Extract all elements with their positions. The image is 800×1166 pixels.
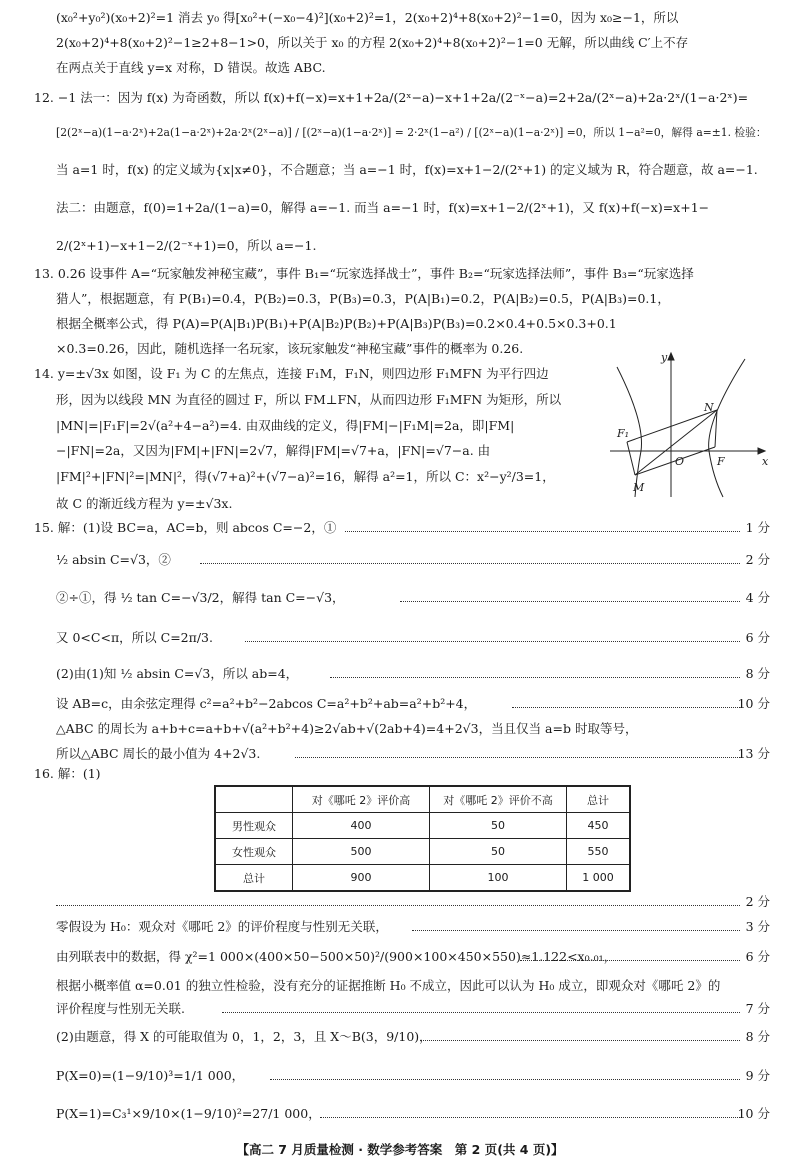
- answer-line: 13. 0.26 设事件 A=“玩家触发神秘宝藏”，事件 B₁=“玩家选择战士”，事件 B₂=“玩家选择法师”，事件 B₃=“玩家选择: [34, 266, 694, 281]
- point-n-label: N: [704, 401, 714, 414]
- dotted-leader: [320, 1117, 740, 1118]
- answer-line: |MN|=|F₁F|=2√(a²+4−a²)=4. 由双曲线的定义，得|FM|−|F₁M|=2a，即|FM|: [56, 418, 515, 433]
- answer-line: 14. y=±√3x 如图，设 F₁ 为 C 的左焦点，连接 F₁M，F₁N，则四边形 F₁MFN 为平行四边: [34, 366, 549, 381]
- x-axis-arrow: [758, 448, 765, 454]
- answer-line: (x₀²+y₀²)(x₀+2)²=1 消去 y₀ 得[x₀²+(−x₀−4)²](x₀+2)²=1，2(x₀+2)⁴+8(x₀+2)²−1=0，因为 x₀≥−1，所以: [56, 10, 679, 25]
- dotted-leader: [222, 1012, 740, 1013]
- table-header-row: [215, 786, 630, 813]
- table-cell: 100: [430, 865, 567, 892]
- score-label: 8 分: [745, 666, 770, 681]
- table-row: [215, 813, 630, 839]
- score-label: 10 分: [737, 696, 770, 711]
- x-axis-label: x: [762, 455, 769, 468]
- dotted-leader: [330, 677, 740, 678]
- answer-line: ½ absin C=√3，②: [56, 552, 171, 567]
- dotted-leader: [200, 563, 740, 564]
- dotted-leader: [512, 707, 740, 708]
- table-cell: 550: [567, 839, 631, 865]
- score-label: 6 分: [745, 630, 770, 645]
- answer-line: −|FN|=2a，又因为|FM|+|FN|=2√7，解得|FM|=√7+a，|FN|=√7−a. 由: [56, 443, 491, 458]
- dotted-leader: [420, 1040, 740, 1041]
- score-label: 10 分: [737, 1106, 770, 1121]
- answer-line: 当 a=1 时，f(x) 的定义域为{x|x≠0}，不合题意；当 a=−1 时，f(x)=x+1−2/(2ˣ+1) 的定义域为 R，符合题意，故 a=−1.: [56, 162, 758, 177]
- point-m-label: M: [633, 481, 645, 494]
- table-cell: 50: [430, 839, 567, 865]
- table-cell: 900: [293, 865, 430, 892]
- answer-line: ×0.3=0.26，因此，随机选择一名玩家，该玩家触发“神秘宝藏”事件的概率为 0.26.: [56, 341, 524, 356]
- segment-f1-m: [627, 442, 635, 475]
- focus-f1-label: F₁: [617, 427, 630, 440]
- table-row: [215, 839, 630, 865]
- table-cell: 500: [293, 839, 430, 865]
- answer-line: △ABC 的周长为 a+b+c=a+b+√(a²+b²+4)≥2√ab+√(2ab+4)=4+2√3，当且仅当 a=b 时取等号，: [56, 721, 638, 736]
- answer-line: 设 AB=c，由余弦定理得 c²=a²+b²−2abcos C=a²+b²+ab=a²+b²+4，: [56, 696, 477, 711]
- answer-line: P(X=0)=(1−9/10)³=1/1 000，: [56, 1068, 245, 1083]
- dotted-leader: [412, 930, 740, 931]
- y-axis-arrow: [668, 353, 674, 360]
- score-label: 13 分: [737, 746, 770, 761]
- answer-line: 15. 解：(1)设 BC=a，AC=b，则 abcos C=−2，①: [34, 520, 337, 535]
- table-header-cell: 对《哪吒 2》评价不高: [430, 786, 567, 813]
- answer-line: 2/(2ˣ+1)−x+1−2/(2⁻ˣ+1)=0，所以 a=−1.: [56, 238, 317, 253]
- answer-line: 评价程度与性别无关联.: [56, 1001, 185, 1016]
- score-label: 9 分: [745, 1068, 770, 1083]
- focus-f-label: F: [717, 455, 725, 468]
- table-header-cell: [215, 786, 293, 813]
- answer-line: 12. −1 法一：因为 f(x) 为奇函数，所以 f(x)+f(−x)=x+1+2a/(2ˣ−a)−x+1+2a/(2⁻ˣ−a)=2+2a/(2ˣ−a)+2a·2ˣ/(1−a·2ˣ)=: [34, 90, 749, 105]
- answer-line: 法二：由题意，f(0)=1+2a/(1−a)=0，解得 a=−1. 而当 a=−1 时，f(x)=x+1−2/(2ˣ+1)，又 f(x)+f(−x)=x+1−: [56, 200, 710, 215]
- answer-line: 在两点关于直线 y=x 对称，D 错误。故选 ABC.: [56, 60, 326, 75]
- table-cell: 男性观众: [215, 813, 293, 839]
- table-cell: 400: [293, 813, 430, 839]
- score-label: 8 分: [745, 1029, 770, 1044]
- answer-line: 根据全概率公式，得 P(A)=P(A|B₁)P(B₁)+P(A|B₂)P(B₂)+P(A|B₃)P(B₃)=0.2×0.4+0.5×0.3+0.1: [56, 316, 617, 331]
- answer-line: (2)由(1)知 ½ absin C=√3，所以 ab=4，: [56, 666, 299, 681]
- hyperbola-figure: [605, 347, 775, 499]
- answer-line: 2(x₀+2)⁴+8(x₀+2)²−1≥2+8−1>0，所以关于 x₀ 的方程 2(x₀+2)⁴+8(x₀+2)²−1=0 无解，所以曲线 C′上不存: [56, 35, 689, 50]
- answer-line: 又 0<C<π，所以 C=2π/3.: [56, 630, 213, 645]
- answer-line: (2)由题意，得 X 的可能取值为 0，1，2，3，且 X～B(3，9/10)，: [56, 1029, 432, 1044]
- answer-line: 根据小概率值 α=0.01 的独立性检验，没有充分的证据推断 H₀ 不成立，因此可以认为 H₀ 成立，即观众对《哪吒 2》的: [56, 978, 721, 993]
- table-row: [215, 865, 630, 892]
- dotted-leader: [56, 905, 740, 906]
- answer-line: P(X=1)=C₃¹×9/10×(1−9/10)²=27/1 000，: [56, 1106, 321, 1121]
- table-header-cell: 总计: [567, 786, 631, 813]
- page-footer: 【高二 7 月质量检测 · 数学参考答案 第 2 页(共 4 页)】: [236, 1142, 564, 1157]
- score-label: 1 分: [745, 520, 770, 535]
- dotted-leader: [295, 757, 740, 758]
- score-label: 6 分: [745, 949, 770, 964]
- score-label: 2 分: [745, 552, 770, 567]
- y-axis-label: y: [661, 351, 668, 364]
- table-cell: 50: [430, 813, 567, 839]
- score-label: 2 分: [745, 894, 770, 909]
- origin-label: O: [675, 455, 685, 468]
- answer-line: ②÷①，得 ½ tan C=−√3/2，解得 tan C=−√3，: [56, 590, 345, 605]
- score-label: 4 分: [745, 590, 770, 605]
- answer-line: 16. 解：(1): [34, 766, 101, 781]
- answer-line: 猎人”，根据题意，有 P(B₁)=0.4，P(B₂)=0.3，P(B₃)=0.3，P(A|B₁)=0.2，P(A|B₂)=0.5，P(A|B₃)=0.1，: [56, 291, 670, 306]
- segment-f1-n: [627, 410, 717, 442]
- answer-line: 形，因为以线段 MN 为直径的圆过 F，所以 FM⊥FN，从而四边形 F₁MFN 为矩形，所以: [56, 392, 562, 407]
- table-cell: 1 000: [567, 865, 631, 892]
- table-header-cell: 对《哪吒 2》评价高: [293, 786, 430, 813]
- answer-line: 所以△ABC 周长的最小值为 4+2√3.: [56, 746, 261, 761]
- answer-line: 故 C 的渐近线方程为 y=±√3x.: [56, 496, 233, 511]
- table-cell: 女性观众: [215, 839, 293, 865]
- table-cell: 总计: [215, 865, 293, 892]
- answer-line: 由列联表中的数据，得 χ²=1 000×(400×50−500×50)²/(900×100×450×550)≈1.122<x₀.₀₁，: [56, 949, 617, 964]
- score-label: 3 分: [745, 919, 770, 934]
- score-label: 7 分: [745, 1001, 770, 1016]
- hyperbola-right-branch: [709, 359, 745, 497]
- dotted-leader: [400, 601, 740, 602]
- answer-line: |FM|²+|FN|²=|MN|²，得(√7+a)²+(√7−a)²=16，解得 a²=1，所以 C：x²−y²/3=1，: [56, 469, 555, 484]
- contingency-table: [214, 785, 631, 892]
- dotted-leader: [345, 531, 740, 532]
- answer-line: [2(2ˣ−a)(1−a·2ˣ)+2a(1−a·2ˣ)+2a·2ˣ(2ˣ−a)] / [(2ˣ−a)(1−a·2ˣ)] = 2·2ˣ(1−a²) / [(2ˣ−a)(1−a·2ˣ)] =0，所以 1−a²=0，解得 a=±1. 检验：: [56, 126, 767, 139]
- table-cell: 450: [567, 813, 631, 839]
- dotted-leader: [245, 641, 740, 642]
- dotted-leader: [270, 1079, 740, 1080]
- dotted-leader: [520, 960, 740, 961]
- answer-line: 零假设为 H₀：观众对《哪吒 2》的评价程度与性别无关联，: [56, 919, 388, 934]
